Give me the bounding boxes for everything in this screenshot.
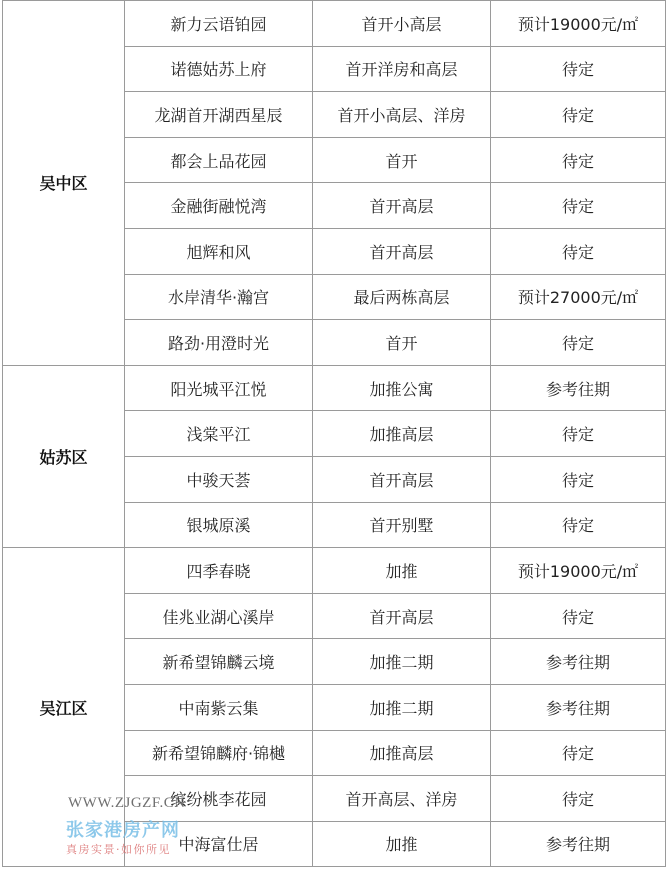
price-cell: 待定 <box>491 456 666 502</box>
price-cell: 待定 <box>491 183 666 229</box>
sale-type-cell: 首开高层 <box>313 228 491 274</box>
project-name-cell: 缤纷桃李花园 <box>125 776 313 822</box>
price-cell: 参考往期 <box>491 639 666 685</box>
project-name-cell: 旭辉和风 <box>125 228 313 274</box>
price-cell: 待定 <box>491 502 666 548</box>
project-name-cell: 金融街融悦湾 <box>125 183 313 229</box>
price-cell: 预计27000元/㎡ <box>491 274 666 320</box>
listing-table-body <box>3 1 666 867</box>
price-cell: 待定 <box>491 228 666 274</box>
sale-type-cell: 加推 <box>313 821 491 867</box>
sale-type-cell: 加推公寓 <box>313 365 491 411</box>
watermark-brand: 张家港房产网 <box>66 820 180 841</box>
project-listing-table <box>2 0 666 867</box>
project-name-cell: 浅棠平江 <box>125 411 313 457</box>
price-cell: 参考往期 <box>491 821 666 867</box>
sale-type-cell: 加推二期 <box>313 639 491 685</box>
sale-type-cell: 最后两栋高层 <box>313 274 491 320</box>
price-cell: 待定 <box>491 776 666 822</box>
watermark-slogan: 真房实景·如你所见 <box>66 843 171 856</box>
price-cell: 参考往期 <box>491 684 666 730</box>
project-name-cell: 都会上品花园 <box>125 137 313 183</box>
project-name-cell: 四季春晓 <box>125 548 313 594</box>
sale-type-cell: 首开 <box>313 320 491 366</box>
project-name-cell: 水岸清华·瀚宫 <box>125 274 313 320</box>
sale-type-cell: 首开高层 <box>313 456 491 502</box>
project-name-cell: 新力云语铂园 <box>125 1 313 47</box>
price-cell: 预计19000元/㎡ <box>491 1 666 47</box>
district-cell: 姑苏区 <box>3 365 125 547</box>
sale-type-cell: 首开洋房和高层 <box>313 46 491 92</box>
price-cell: 待定 <box>491 92 666 138</box>
project-name-cell: 阳光城平江悦 <box>125 365 313 411</box>
price-cell: 待定 <box>491 411 666 457</box>
sale-type-cell: 首开小高层、洋房 <box>313 92 491 138</box>
project-name-cell: 中海富仕居 <box>125 821 313 867</box>
sale-type-cell: 首开小高层 <box>313 1 491 47</box>
price-cell: 待定 <box>491 137 666 183</box>
price-cell: 待定 <box>491 730 666 776</box>
project-name-cell: 路劲·用澄时光 <box>125 320 313 366</box>
table-row <box>3 548 666 594</box>
sale-type-cell: 首开 <box>313 137 491 183</box>
price-cell: 待定 <box>491 46 666 92</box>
project-name-cell: 龙湖首开湖西星辰 <box>125 92 313 138</box>
sale-type-cell: 加推高层 <box>313 730 491 776</box>
price-cell: 预计19000元/㎡ <box>491 548 666 594</box>
project-name-cell: 新希望锦麟云境 <box>125 639 313 685</box>
table-row <box>3 1 666 47</box>
sale-type-cell: 首开别墅 <box>313 502 491 548</box>
project-name-cell: 银城原溪 <box>125 502 313 548</box>
project-name-cell: 佳兆业湖心溪岸 <box>125 593 313 639</box>
district-cell: 吴中区 <box>3 1 125 366</box>
sale-type-cell: 加推二期 <box>313 684 491 730</box>
sale-type-cell: 首开高层 <box>313 183 491 229</box>
project-name-cell: 中南紫云集 <box>125 684 313 730</box>
sale-type-cell: 加推高层 <box>313 411 491 457</box>
sale-type-cell: 加推 <box>313 548 491 594</box>
watermark-url: WWW.ZJGZF.CN <box>68 795 186 811</box>
price-cell: 待定 <box>491 593 666 639</box>
project-name-cell: 新希望锦麟府·锦樾 <box>125 730 313 776</box>
price-cell: 待定 <box>491 320 666 366</box>
project-name-cell: 中骏天荟 <box>125 456 313 502</box>
district-cell: 吴江区 <box>3 548 125 867</box>
sale-type-cell: 首开高层、洋房 <box>313 776 491 822</box>
sale-type-cell: 首开高层 <box>313 593 491 639</box>
project-name-cell: 诺德姑苏上府 <box>125 46 313 92</box>
table-row <box>3 365 666 411</box>
price-cell: 参考往期 <box>491 365 666 411</box>
